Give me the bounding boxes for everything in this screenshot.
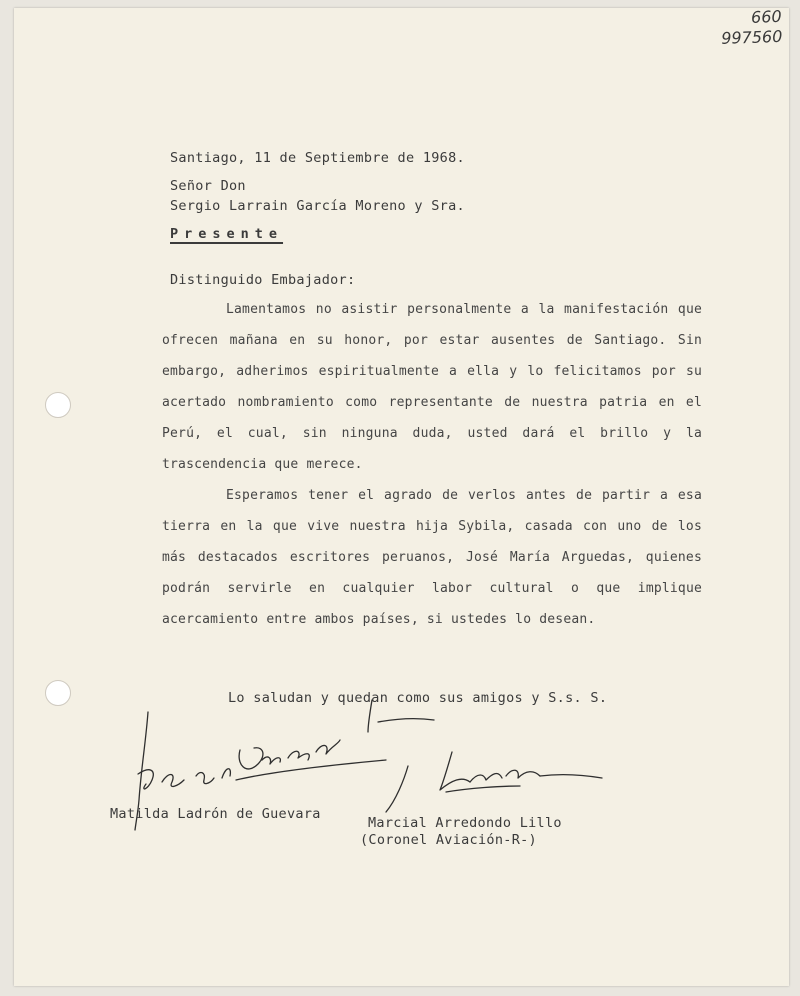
archive-catalog-number: 997560 — [720, 26, 783, 48]
signer-name-2: Marcial Arredondo Lillo — [368, 815, 562, 831]
recipient-name: Sergio Larrain García Moreno y Sra. — [170, 198, 465, 214]
body-paragraph: Lamentamos no asistir personalmente a la manifestación que ofrecen mañana en su honor, por estar ausentes de Santiago. Sin embargo, adherimos espiritualmente a ella y lo felicitamos por su acertado nombramiento como representante de nuestra patria en el Perú, el cual, sin ninguna duda, usted dará el brillo y la trascendencia que merece. — [162, 302, 702, 472]
salutation: Distinguido Embajador: — [170, 272, 356, 288]
closing-line: Lo saludan y quedan como sus amigos y S.s. S. — [228, 690, 608, 706]
punch-hole-upper — [45, 392, 71, 418]
presente-heading: Presente — [170, 226, 284, 242]
archive-folio: 660 — [750, 6, 782, 27]
letter-body — [162, 294, 702, 635]
signer-name-1: Matilda Ladrón de Guevara — [110, 806, 321, 822]
body-paragraph: Esperamos tener el agrado de verlos antes de partir a esa tierra en la que vive nuestra hija Sybila, casada con uno de los más destacados escritores peruanos, José María Arguedas, quienes podrán servirle en cualquier labor cultural o que implique acercamiento entre ambos países, si ustedes lo desean. — [162, 488, 702, 627]
signer-title-2: (Coronel Aviación-R-) — [360, 832, 537, 848]
punch-hole-lower — [45, 680, 71, 706]
place-date: Santiago, 11 de Septiembre de 1968. — [170, 150, 465, 166]
archive-reference-number — [711, 7, 782, 49]
recipient-title: Señor Don — [170, 178, 246, 194]
